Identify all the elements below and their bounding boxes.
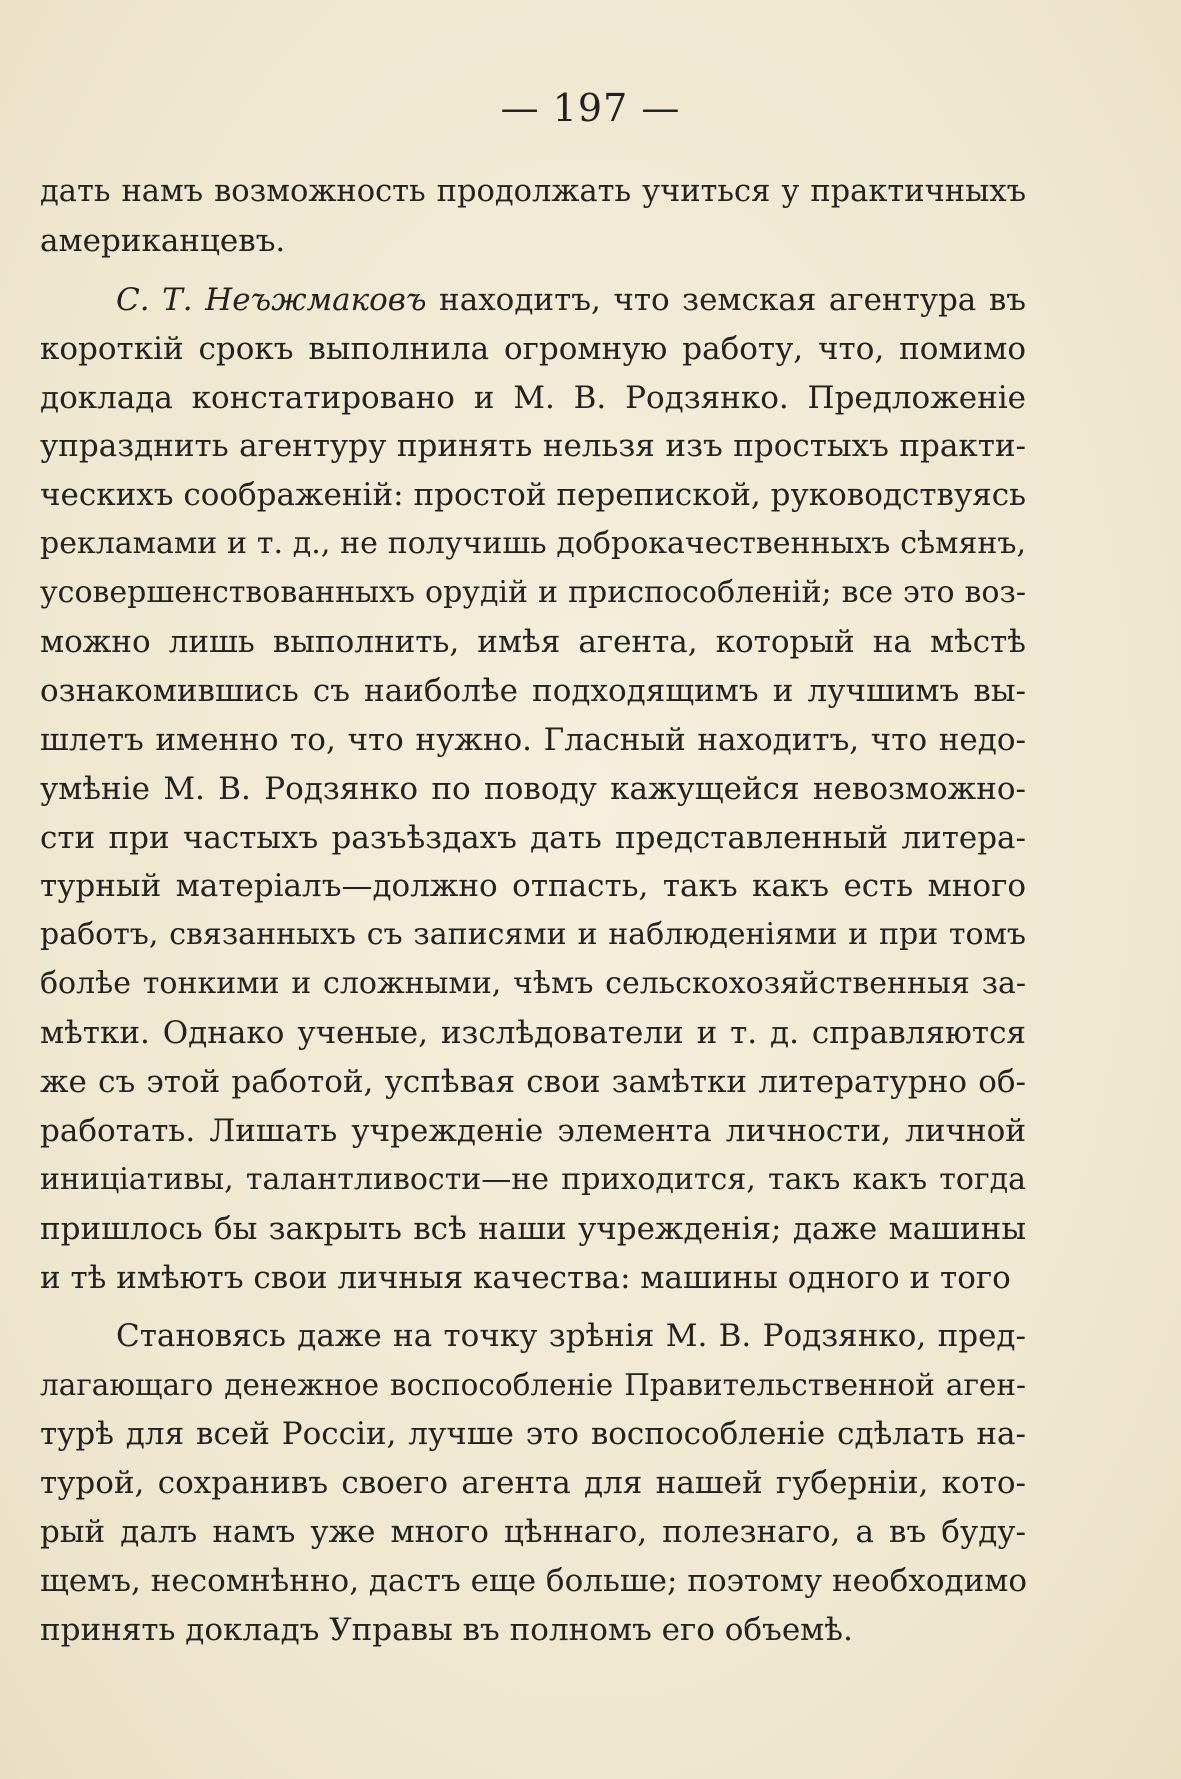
text-line: принять докладъ Управы въ полномъ его объемѣ. bbox=[40, 1611, 853, 1648]
paragraph-first-line bbox=[40, 276, 1026, 325]
text-line: пришлось бы закрыть всѣ наши учрежденія; даже машины bbox=[40, 1210, 1026, 1247]
text-line: работъ, связанныхъ съ записями и наблюденіями и при томъ bbox=[40, 917, 1026, 953]
text-line: ознакомившись съ наиболѣе подходящимъ и лучшимъ вы- bbox=[40, 672, 1026, 709]
text-line: турѣ для всей Россіи, лучше это воспособленіе сдѣлать на- bbox=[40, 1416, 1026, 1453]
text-line: можно лишь выполнить, имѣя агента, который на мѣстѣ bbox=[40, 624, 1026, 661]
text-line: турный матеріалъ—должно отпасть, такъ какъ есть много bbox=[40, 868, 1026, 905]
text-line: рый далъ намъ уже много цѣннаго, полезнаго, а въ буду- bbox=[40, 1514, 1026, 1551]
text-line: усовершенствованныхъ орудій и приспособленій; все это воз- bbox=[40, 575, 1026, 611]
text-line: умѣніе М. В. Родзянко по поводу кажущейся невозможно- bbox=[40, 770, 1026, 807]
text-line: шлетъ именно то, что нужно. Гласный находитъ, что недо- bbox=[40, 721, 1026, 758]
text-line: щемъ, несомнѣнно, дастъ еще больше; поэтому необходимо bbox=[40, 1562, 1028, 1599]
text-line: же съ этой работой, успѣвая свои замѣтки литературно об- bbox=[40, 1064, 1026, 1101]
text-fragment: находитъ, что земская агентура въ bbox=[439, 281, 1026, 318]
speaker-name: С. Т. Неъжмаковъ bbox=[116, 281, 427, 318]
text-line: дать намъ возможность продолжать учиться у практичныхъ bbox=[40, 174, 1026, 209]
text-line: ческихъ соображеній: простой перепиской, руководствуясь bbox=[40, 477, 1026, 514]
text-line: мѣтки. Однако ученые, изслѣдователи и т. д. справляются bbox=[40, 1015, 1026, 1052]
text-line: рекламами и т. д., не получишь доброкачественныхъ сѣмянъ, bbox=[40, 526, 1026, 562]
text-line: работать. Лишать учрежденіе элемента личности, личной bbox=[40, 1112, 1026, 1149]
text-line: лагающаго денежное воспособленіе Правительственной аген- bbox=[40, 1368, 1026, 1403]
text-line: болѣе тонкими и сложными, чѣмъ сельскохозяйственныя за- bbox=[40, 966, 1026, 1002]
text-line: сти при частыхъ разъѣздахъ дать представленный литера- bbox=[40, 819, 1026, 856]
text-line: упразднить агентуру принять нельзя изъ простыхъ практи- bbox=[40, 428, 1026, 465]
text-line: доклада констатировано и М. В. Родзянко. Предложеніе bbox=[40, 379, 1026, 416]
text-line: короткій срокъ выполнила огромную работу, что, помимо bbox=[40, 330, 1026, 367]
body-text bbox=[40, 168, 1026, 1655]
text-line: американцевъ. bbox=[40, 222, 286, 259]
text-line: турой, сохранивъ своего агента для нашей губерніи, кото- bbox=[40, 1465, 1026, 1502]
page-number: — 197 — bbox=[500, 86, 681, 130]
text-line: иниціативы, талантливости—не приходится, такъ какъ тогда bbox=[40, 1161, 1026, 1197]
paragraph-first-line: Становясь даже на точку зрѣнія М. В. Родзянко, пред- bbox=[116, 1318, 1026, 1355]
text-line: и тѣ имѣютъ свои личныя качества: машины одного и того bbox=[40, 1259, 1011, 1296]
